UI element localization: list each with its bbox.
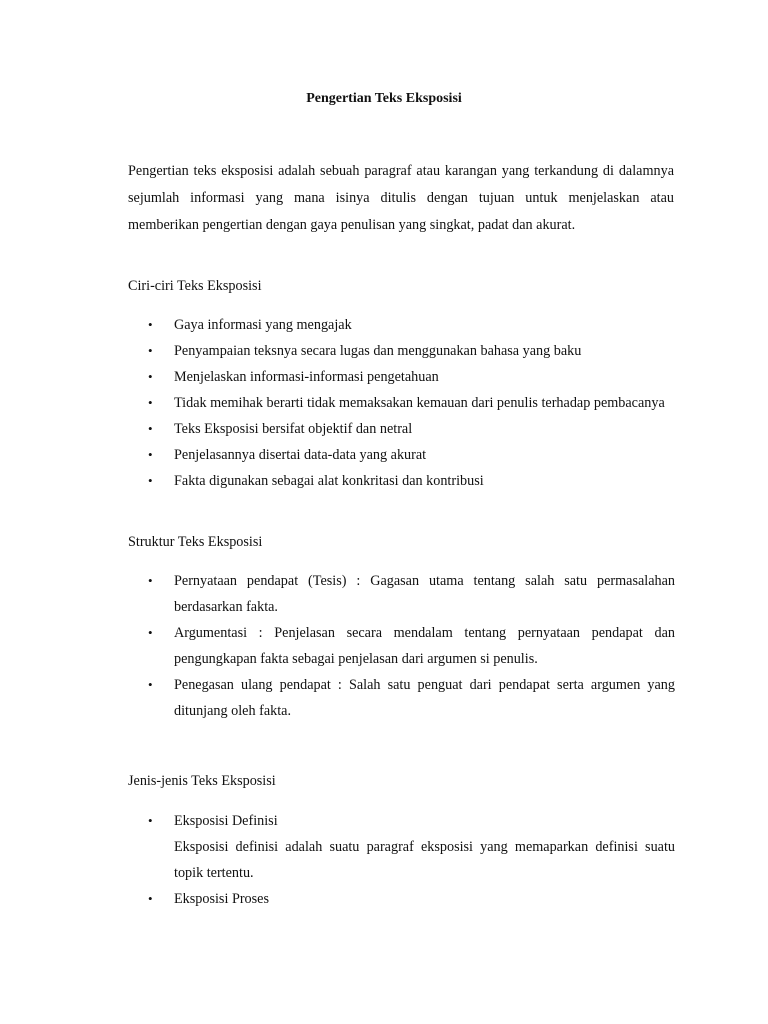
list-item xyxy=(0,672,675,724)
list-item xyxy=(0,390,675,416)
list-item xyxy=(0,364,675,390)
list-item-title: Eksposisi Proses xyxy=(174,891,269,907)
list-item xyxy=(0,808,675,886)
ciri-list xyxy=(0,312,675,494)
list-item-text: Fakta digunakan sebagai alat konkritasi dan kontribusi xyxy=(174,473,484,489)
bullet-icon: • xyxy=(148,891,153,906)
bullet-icon: • xyxy=(148,625,153,640)
jenis-list xyxy=(0,808,675,912)
list-item xyxy=(0,468,675,494)
jenis-heading: Jenis-jenis Teks Eksposisi xyxy=(128,773,276,789)
list-item xyxy=(0,886,675,912)
list-item xyxy=(0,620,675,672)
bullet-icon: • xyxy=(148,421,153,436)
struktur-heading: Struktur Teks Eksposisi xyxy=(128,534,263,550)
bullet-icon: • xyxy=(148,573,153,588)
bullet-icon: • xyxy=(148,343,153,358)
struktur-list xyxy=(0,568,675,724)
list-item-description: Eksposisi definisi adalah suatu paragraf eksposisi yang memaparkan definisi suatu topik tertentu. xyxy=(174,839,675,881)
list-item xyxy=(0,442,675,468)
bullet-icon: • xyxy=(148,395,153,410)
bullet-icon: • xyxy=(148,369,153,384)
ciri-heading: Ciri-ciri Teks Eksposisi xyxy=(128,278,262,294)
bullet-icon: • xyxy=(148,473,153,488)
list-item-text: Gaya informasi yang mengajak xyxy=(174,317,352,333)
list-item-title: Eksposisi Definisi xyxy=(174,813,278,829)
bullet-icon: • xyxy=(148,317,153,332)
list-item-text: Menjelaskan informasi-informasi pengetahuan xyxy=(174,369,439,385)
bullet-icon: • xyxy=(148,813,153,828)
list-item-text: Penjelasannya disertai data-data yang akurat xyxy=(174,447,427,463)
list-item-text: Teks Eksposisi bersifat objektif dan netral xyxy=(174,421,413,437)
page-title: Pengertian Teks Eksposisi xyxy=(306,91,462,106)
bullet-icon: • xyxy=(148,677,153,692)
list-item-text: Pernyataan pendapat (Tesis) : Gagasan utama tentang salah satu permasalahan berdasarkan fakta. xyxy=(174,573,675,615)
bullet-icon: • xyxy=(148,447,153,462)
list-item-text: Penyampaian teksnya secara lugas dan menggunakan bahasa yang baku xyxy=(174,343,582,359)
list-item xyxy=(0,568,675,620)
list-item xyxy=(0,416,675,442)
list-item-text: Tidak memihak berarti tidak memaksakan kemauan dari penulis terhadap pembacanya xyxy=(174,395,665,411)
list-item-text: Penegasan ulang pendapat : Salah satu penguat dari pendapat serta argumen yang ditunjang oleh fakta. xyxy=(174,677,675,719)
list-item xyxy=(0,338,675,364)
intro-paragraph: Pengertian teks eksposisi adalah sebuah paragraf atau karangan yang terkandung di dalamnya sejumlah informasi yang mana isinya ditulis dengan tujuan untuk menjelaskan atau memberikan pengertian dengan gaya penulisan yang singkat, padat dan akurat. xyxy=(128,163,674,233)
list-item xyxy=(0,312,675,338)
list-item-text: Argumentasi : Penjelasan secara mendalam tentang pernyataan pendapat dan pengungkapan fakta sebagai penjelasan dari argumen si penulis. xyxy=(174,625,675,667)
